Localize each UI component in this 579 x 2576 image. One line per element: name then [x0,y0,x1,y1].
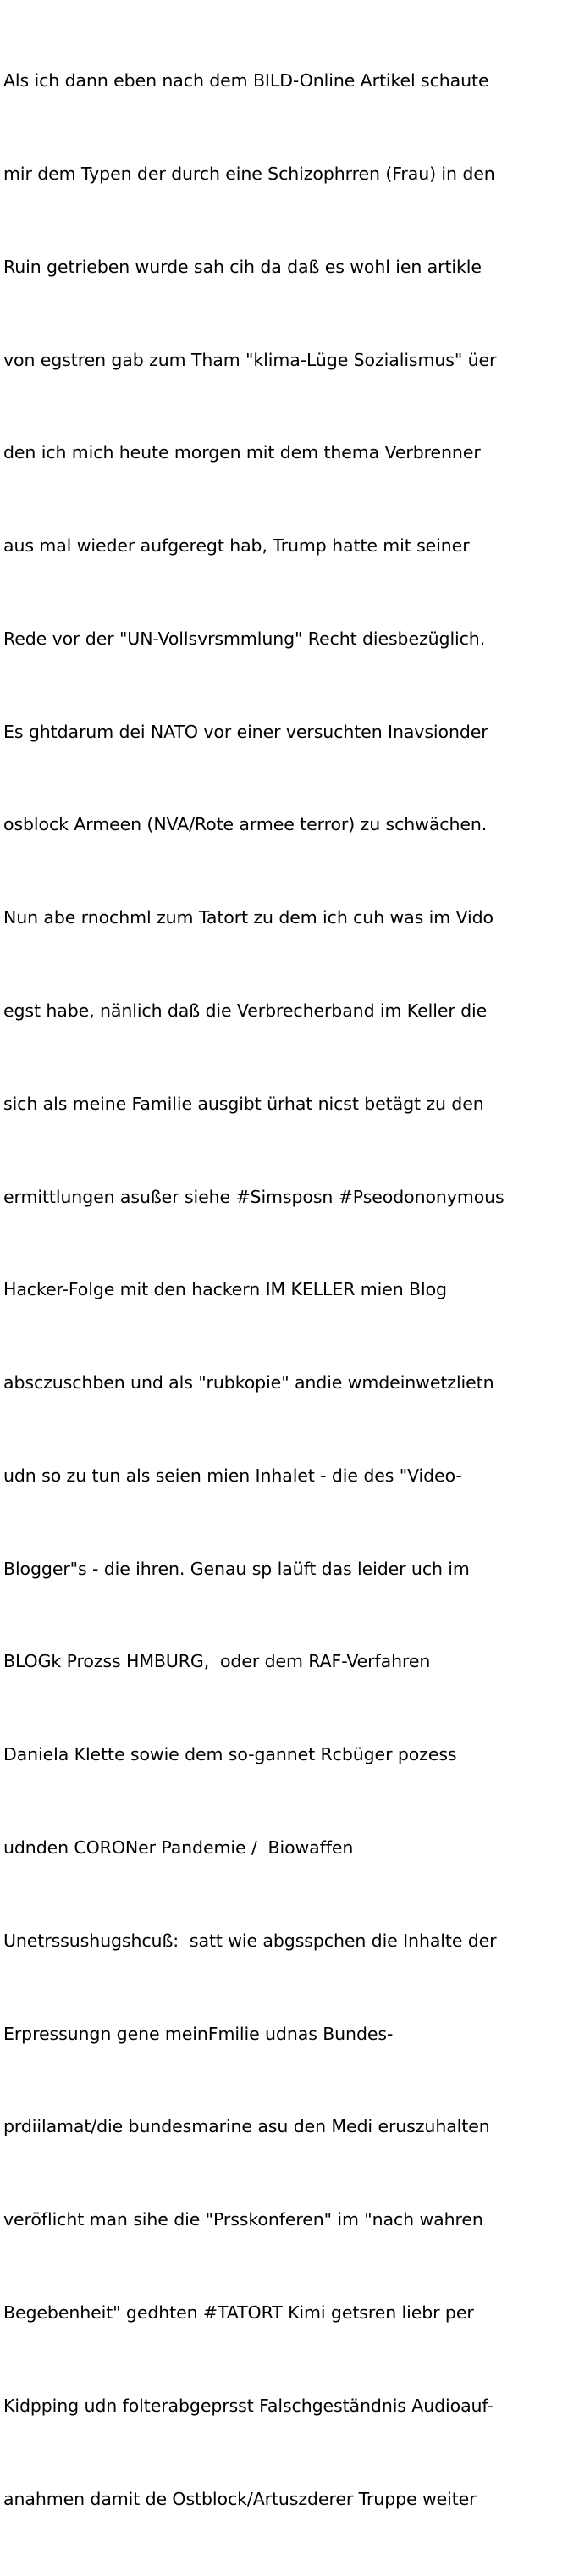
text-line: Hacker-Folge mit den hackern IM KELLER mien Blog [3,1279,447,1300]
text-line: Daniela Klette sowie dem so-gannet Rcbüger pozess [3,1744,457,1765]
text-line: sich als meine Familie ausgibt ürhat nicst betägt zu den [3,1093,484,1114]
text-line: Ruin getrieben wurde sah cih da daß es wohl ien artikle [3,256,482,277]
text-line: aus mal wieder aufgeregt hab, Trump hatte mit seiner [3,535,470,557]
text-line: ermittlungen asußer siehe #Simsposn #Pseodononymous [3,1186,505,1207]
text-line: Unetrssushugshcuß: satt wie abgsspchen die Inhalte der [3,1930,497,1951]
text-line: Es ghtdarum dei NATO vor einer versuchten Inavsionder [3,721,488,742]
text-line: Nun abe rnochml zum Tatort zu dem ich cuh was im Vido [3,907,494,928]
text-line: Rede vor der "UN-Vollsvrsmmlung" Recht diesbezüglich. [3,628,486,649]
text-line: Begebenheit" gedhten #TATORT Kimi getsren liebr per [3,2302,474,2323]
text-line: Kidpping udn folterabgeprsst Falschgeständnis Audioauf- [3,2395,494,2416]
text-line: absczuschben und als "rubkopie" andie wmdeinwetzlietn [3,1372,494,1393]
text-line: osblock Armeen (NVA/Rote armee terror) zu schwächen. [3,814,488,835]
text-line: BLOGk Prozss HMBURG, oder dem RAF-Verfahren [3,1651,431,1672]
text-line: veröflicht man sihe die "Prsskonferen" im "nach wahren [3,2209,483,2230]
text-line: Als ich dann eben nach dem BILD-Online Artikel schaute [3,70,489,91]
text-line: Blogger"s - die ihren. Genau sp laüft das leider uch im [3,1558,470,1579]
text-line: mir dem Typen der durch eine Schizophrren (Frau) in den [3,163,495,184]
text-line: prdiilamat/die bundesmarine asu den Medi eruszuhalten [3,2116,490,2137]
text-line: egst habe, nänlich daß die Verbrecherband im Keller die [3,1000,488,1021]
text-line: Erpressungn gene meinFmilie udnas Bundes- [3,2023,394,2044]
text-line: von egstren gab zum Tham "klima-Lüge Sozialismus" üer [3,349,497,370]
document-text-body [3,3,576,2576]
text-line: udnden CORONer Pandemie / Biowaffen [3,1837,354,1859]
text-line: anahmen damit de Ostblock/Artuszderer Truppe weiter [3,2488,477,2509]
text-line: den ich mich heute morgen mit dem thema Verbrenner [3,442,481,463]
text-line: udn so zu tun als seien mien Inhalet - die des "Video- [3,1465,462,1486]
